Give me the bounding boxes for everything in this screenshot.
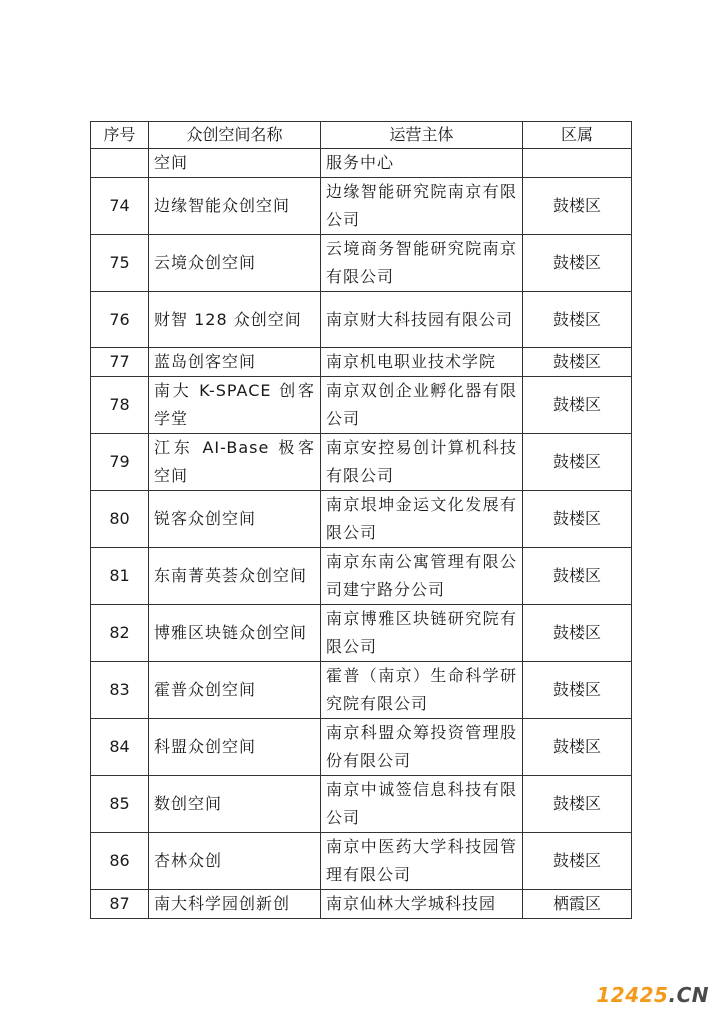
continuation-row [91,149,632,178]
watermark-number: 12425 [596,983,669,1007]
cell-operator: 南京垠坤金运文化发展有限公司 [321,491,523,548]
cell-district: 鼓楼区 [523,605,632,662]
cell-no [91,149,149,178]
cell-space-name: 东南菁英荟众创空间 [149,548,321,605]
header-no: 序号 [91,122,149,149]
site-watermark-logo [596,983,709,1007]
cell-no: 76 [91,292,149,348]
table-row [91,662,632,719]
cell-space-name: 江东 AI-Base 极客空间 [149,434,321,491]
cell-space-name: 蓝岛创客空间 [149,348,321,377]
cell-no: 75 [91,235,149,292]
cell-district: 鼓楼区 [523,833,632,890]
cell-district: 鼓楼区 [523,548,632,605]
cell-space-name: 边缘智能众创空间 [149,178,321,235]
cell-district: 鼓楼区 [523,377,632,434]
cell-space-name: 博雅区块链众创空间 [149,605,321,662]
cell-no: 77 [91,348,149,377]
cell-space-name: 云境众创空间 [149,235,321,292]
cell-district: 鼓楼区 [523,662,632,719]
cell-operator: 边缘智能研究院南京有限公司 [321,178,523,235]
table-row [91,377,632,434]
table-row [91,890,632,919]
cell-no: 87 [91,890,149,919]
cell-district [523,149,632,178]
cell-operator: 南京东南公寓管理有限公司建宁路分公司 [321,548,523,605]
table-row [91,178,632,235]
table-row [91,235,632,292]
cell-no: 81 [91,548,149,605]
cell-operator: 云境商务智能研究院南京有限公司 [321,235,523,292]
cell-no: 80 [91,491,149,548]
table-row [91,776,632,833]
cell-operator: 南京机电职业技术学院 [321,348,523,377]
cell-operator: 南京仙林大学城科技园 [321,890,523,919]
cell-no: 83 [91,662,149,719]
cell-district: 栖霞区 [523,890,632,919]
cell-no: 82 [91,605,149,662]
cell-no: 78 [91,377,149,434]
cell-space-name: 南大 K-SPACE 创客学堂 [149,377,321,434]
cell-space-name: 锐客众创空间 [149,491,321,548]
table-row [91,605,632,662]
cell-space-name: 数创空间 [149,776,321,833]
cell-space-name: 南大科学园创新创 [149,890,321,919]
header-district: 区属 [523,122,632,149]
cell-operator: 南京财大科技园有限公司 [321,292,523,348]
cell-operator: 南京博雅区块链研究院有限公司 [321,605,523,662]
cell-district: 鼓楼区 [523,434,632,491]
table-row [91,548,632,605]
cell-operator: 南京科盟众筹投资管理股份有限公司 [321,719,523,776]
cell-no: 74 [91,178,149,235]
cell-no: 84 [91,719,149,776]
cell-operator: 服务中心 [321,149,523,178]
table-row [91,292,632,348]
header-space-name: 众创空间名称 [149,122,321,149]
watermark-suffix: .CN [668,983,709,1007]
table-row [91,719,632,776]
cell-district: 鼓楼区 [523,178,632,235]
cell-operator: 南京中医药大学科技园管理有限公司 [321,833,523,890]
cell-operator: 南京中诚签信息科技有限公司 [321,776,523,833]
cell-district: 鼓楼区 [523,491,632,548]
cell-no: 86 [91,833,149,890]
cell-space-name: 杏林众创 [149,833,321,890]
cell-operator: 南京安控易创计算机科技有限公司 [321,434,523,491]
table-row [91,434,632,491]
space-list-table [90,121,632,919]
table-row [91,833,632,890]
header-operator: 运营主体 [321,122,523,149]
cell-district: 鼓楼区 [523,776,632,833]
cell-space-name: 空间 [149,149,321,178]
cell-district: 鼓楼区 [523,719,632,776]
cell-no: 79 [91,434,149,491]
cell-operator: 南京双创企业孵化器有限公司 [321,377,523,434]
cell-no: 85 [91,776,149,833]
cell-space-name: 科盟众创空间 [149,719,321,776]
cell-operator: 霍普（南京）生命科学研究院有限公司 [321,662,523,719]
table-header-row [91,122,632,149]
cell-district: 鼓楼区 [523,292,632,348]
cell-space-name: 财智 128 众创空间 [149,292,321,348]
cell-district: 鼓楼区 [523,235,632,292]
cell-space-name: 霍普众创空间 [149,662,321,719]
table-row [91,491,632,548]
cell-district: 鼓楼区 [523,348,632,377]
table-row [91,348,632,377]
